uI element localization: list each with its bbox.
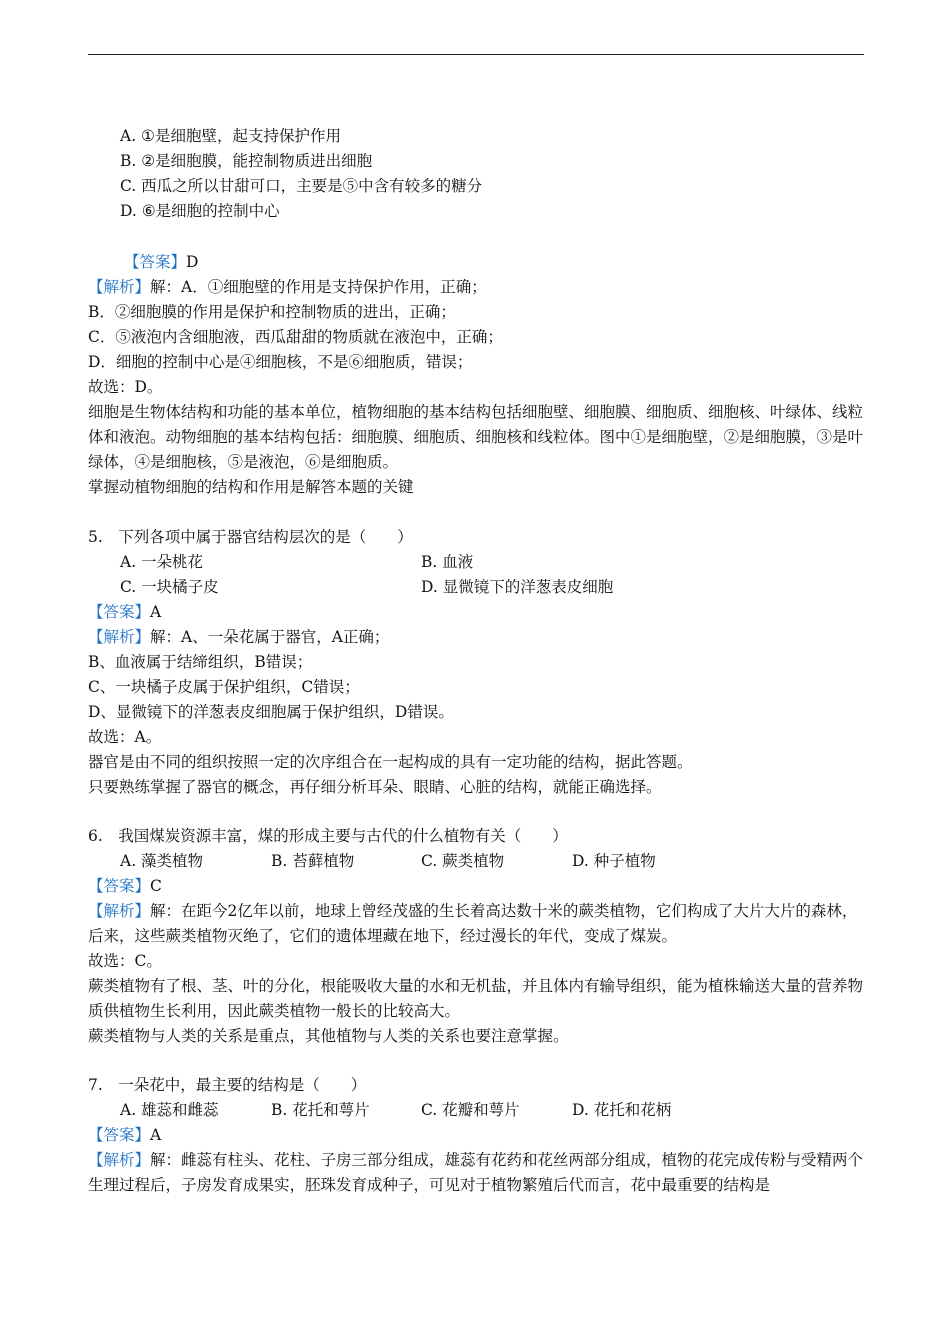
q7-answer	[88, 1125, 161, 1145]
q4-answer	[124, 252, 198, 272]
q4-analysis-line: 故选：D。	[88, 378, 163, 396]
analysis-tag: 【解析】	[88, 278, 151, 296]
q6-answer	[88, 876, 162, 896]
q6-select: 故选：C。	[88, 952, 162, 970]
q5-analysis-line: 器官是由不同的组织按照一定的次序组合在一起构成的具有一定功能的结构，据此答题。	[88, 753, 693, 771]
q7-question: 7. 一朵花中，最主要的结构是（ ）	[88, 1076, 367, 1094]
analysis-tag: 【解析】	[88, 1151, 151, 1169]
analysis-text: 解：A、一朵花属于器官，A正确；	[150, 628, 390, 646]
q5-analysis-line: 只要熟练掌握了器官的概念，再仔细分析耳朵、眼睛、心脏的结构，就能正确选择。	[88, 778, 662, 796]
q5-analysis	[88, 627, 389, 647]
q5-option-b: B. 血液	[421, 553, 474, 571]
analysis-tag: 【解析】	[88, 628, 151, 646]
q4-analysis-line: B．②细胞膜的作用是保护和控制物质的进出，正确；	[88, 303, 456, 321]
q4-option-b: B. ②是细胞膜，能控制物质进出细胞	[120, 152, 373, 170]
q6-option-a: A. 藻类植物	[120, 852, 204, 870]
analysis-text: 解：在距今2亿年以前，地球上曾经茂盛的生长着高达数十米的蕨类植物，它们构成了大片大片的森林，后来，这些蕨类植物灭绝了，它们的遗体埋藏在地下，经过漫长的年代，变成了煤炭。	[88, 902, 858, 945]
answer-tag: 【答案】	[124, 253, 187, 271]
analysis-text: 解：雌蕊有柱头、花柱、子房三部分组成，雄蕊有花药和花丝两部分组成，植物的花完成传粉与受精两个生理过程后，子房发育成果实，胚珠发育成种子，可见对于植物繁殖后代而言，花中最重要的结构是	[88, 1151, 864, 1194]
q6-explain: 蕨类植物有了根、茎、叶的分化，根能吸收大量的水和无机盐，并且体内有输导组织，能为植株输送大量的营养物质供植物生长利用，因此蕨类植物一般长的比较高大。	[88, 977, 864, 1020]
q4-explain: 细胞是生物体结构和功能的基本单位，植物细胞的基本结构包括细胞壁、细胞膜、细胞质、细胞核、叶绿体、线粒体和液泡。动物细胞的基本结构包括：细胞膜、细胞质、细胞核和线粒体。图中①是细胞壁，②是细胞膜，③是叶绿体，④是细胞核，⑤是液泡，⑥是细胞质。	[88, 403, 864, 471]
answer-value: A	[150, 603, 162, 621]
q5-analysis-line: 故选：A。	[88, 728, 162, 746]
q5-option-d: D. 显微镜下的洋葱表皮细胞	[421, 578, 614, 596]
q4-option-a: A. ①是细胞壁，起支持保护作用	[120, 127, 341, 145]
q6-option-c: C. 蕨类植物	[421, 852, 505, 870]
q7-option-c: C. 花瓣和萼片	[421, 1101, 520, 1119]
q4-option-d: D. ⑥是细胞的控制中心	[120, 202, 280, 220]
answer-value: D	[186, 253, 199, 271]
q4-analysis	[88, 277, 487, 297]
q5-analysis-line: D、显微镜下的洋葱表皮细胞属于保护组织，D错误。	[88, 703, 454, 721]
q4-option-c: C. 西瓜之所以甘甜可口，主要是⑤中含有较多的糖分	[120, 177, 483, 195]
q5-answer	[88, 602, 161, 622]
q7-option-b: B. 花托和萼片	[271, 1101, 370, 1119]
q6-analysis	[88, 899, 870, 949]
q5-analysis-line: B、血液属于结缔组织，B错误；	[88, 653, 313, 671]
q7-analysis	[88, 1148, 870, 1198]
answer-tag: 【答案】	[88, 877, 151, 895]
q6-option-b: B. 苔藓植物	[271, 852, 355, 870]
q4-analysis-line: C．⑤液泡内含细胞液，西瓜甜甜的物质就在液泡中，正确；	[88, 328, 503, 346]
q5-option-a: A. 一朵桃花	[120, 553, 204, 571]
answer-tag: 【答案】	[88, 603, 151, 621]
q7-option-d: D. 花托和花柄	[572, 1101, 672, 1119]
q7-option-a: A. 雄蕊和雌蕊	[120, 1101, 219, 1119]
header-rule	[88, 54, 864, 55]
analysis-text: 解：A．①细胞壁的作用是支持保护作用，正确；	[150, 278, 487, 296]
q4-analysis-line: D．细胞的控制中心是④细胞核，不是⑥细胞质，错误；	[88, 353, 473, 371]
q6-question: 6. 我国煤炭资源丰富，煤的形成主要与古代的什么植物有关（ ）	[88, 827, 568, 845]
q6-key: 蕨类植物与人类的关系是重点，其他植物与人类的关系也要注意掌握。	[88, 1027, 569, 1045]
q4-key: 掌握动植物细胞的结构和作用是解答本题的关键	[88, 478, 414, 496]
q6-option-d: D. 种子植物	[572, 852, 656, 870]
answer-tag: 【答案】	[88, 1126, 151, 1144]
q5-analysis-line: C、一块橘子皮属于保护组织，C错误；	[88, 678, 360, 696]
q5-option-c: C. 一块橘子皮	[120, 578, 219, 596]
q5-question: 5. 下列各项中属于器官结构层次的是（ ）	[88, 528, 413, 546]
answer-value: C	[150, 877, 162, 895]
answer-value: A	[150, 1126, 162, 1144]
analysis-tag: 【解析】	[88, 902, 151, 920]
